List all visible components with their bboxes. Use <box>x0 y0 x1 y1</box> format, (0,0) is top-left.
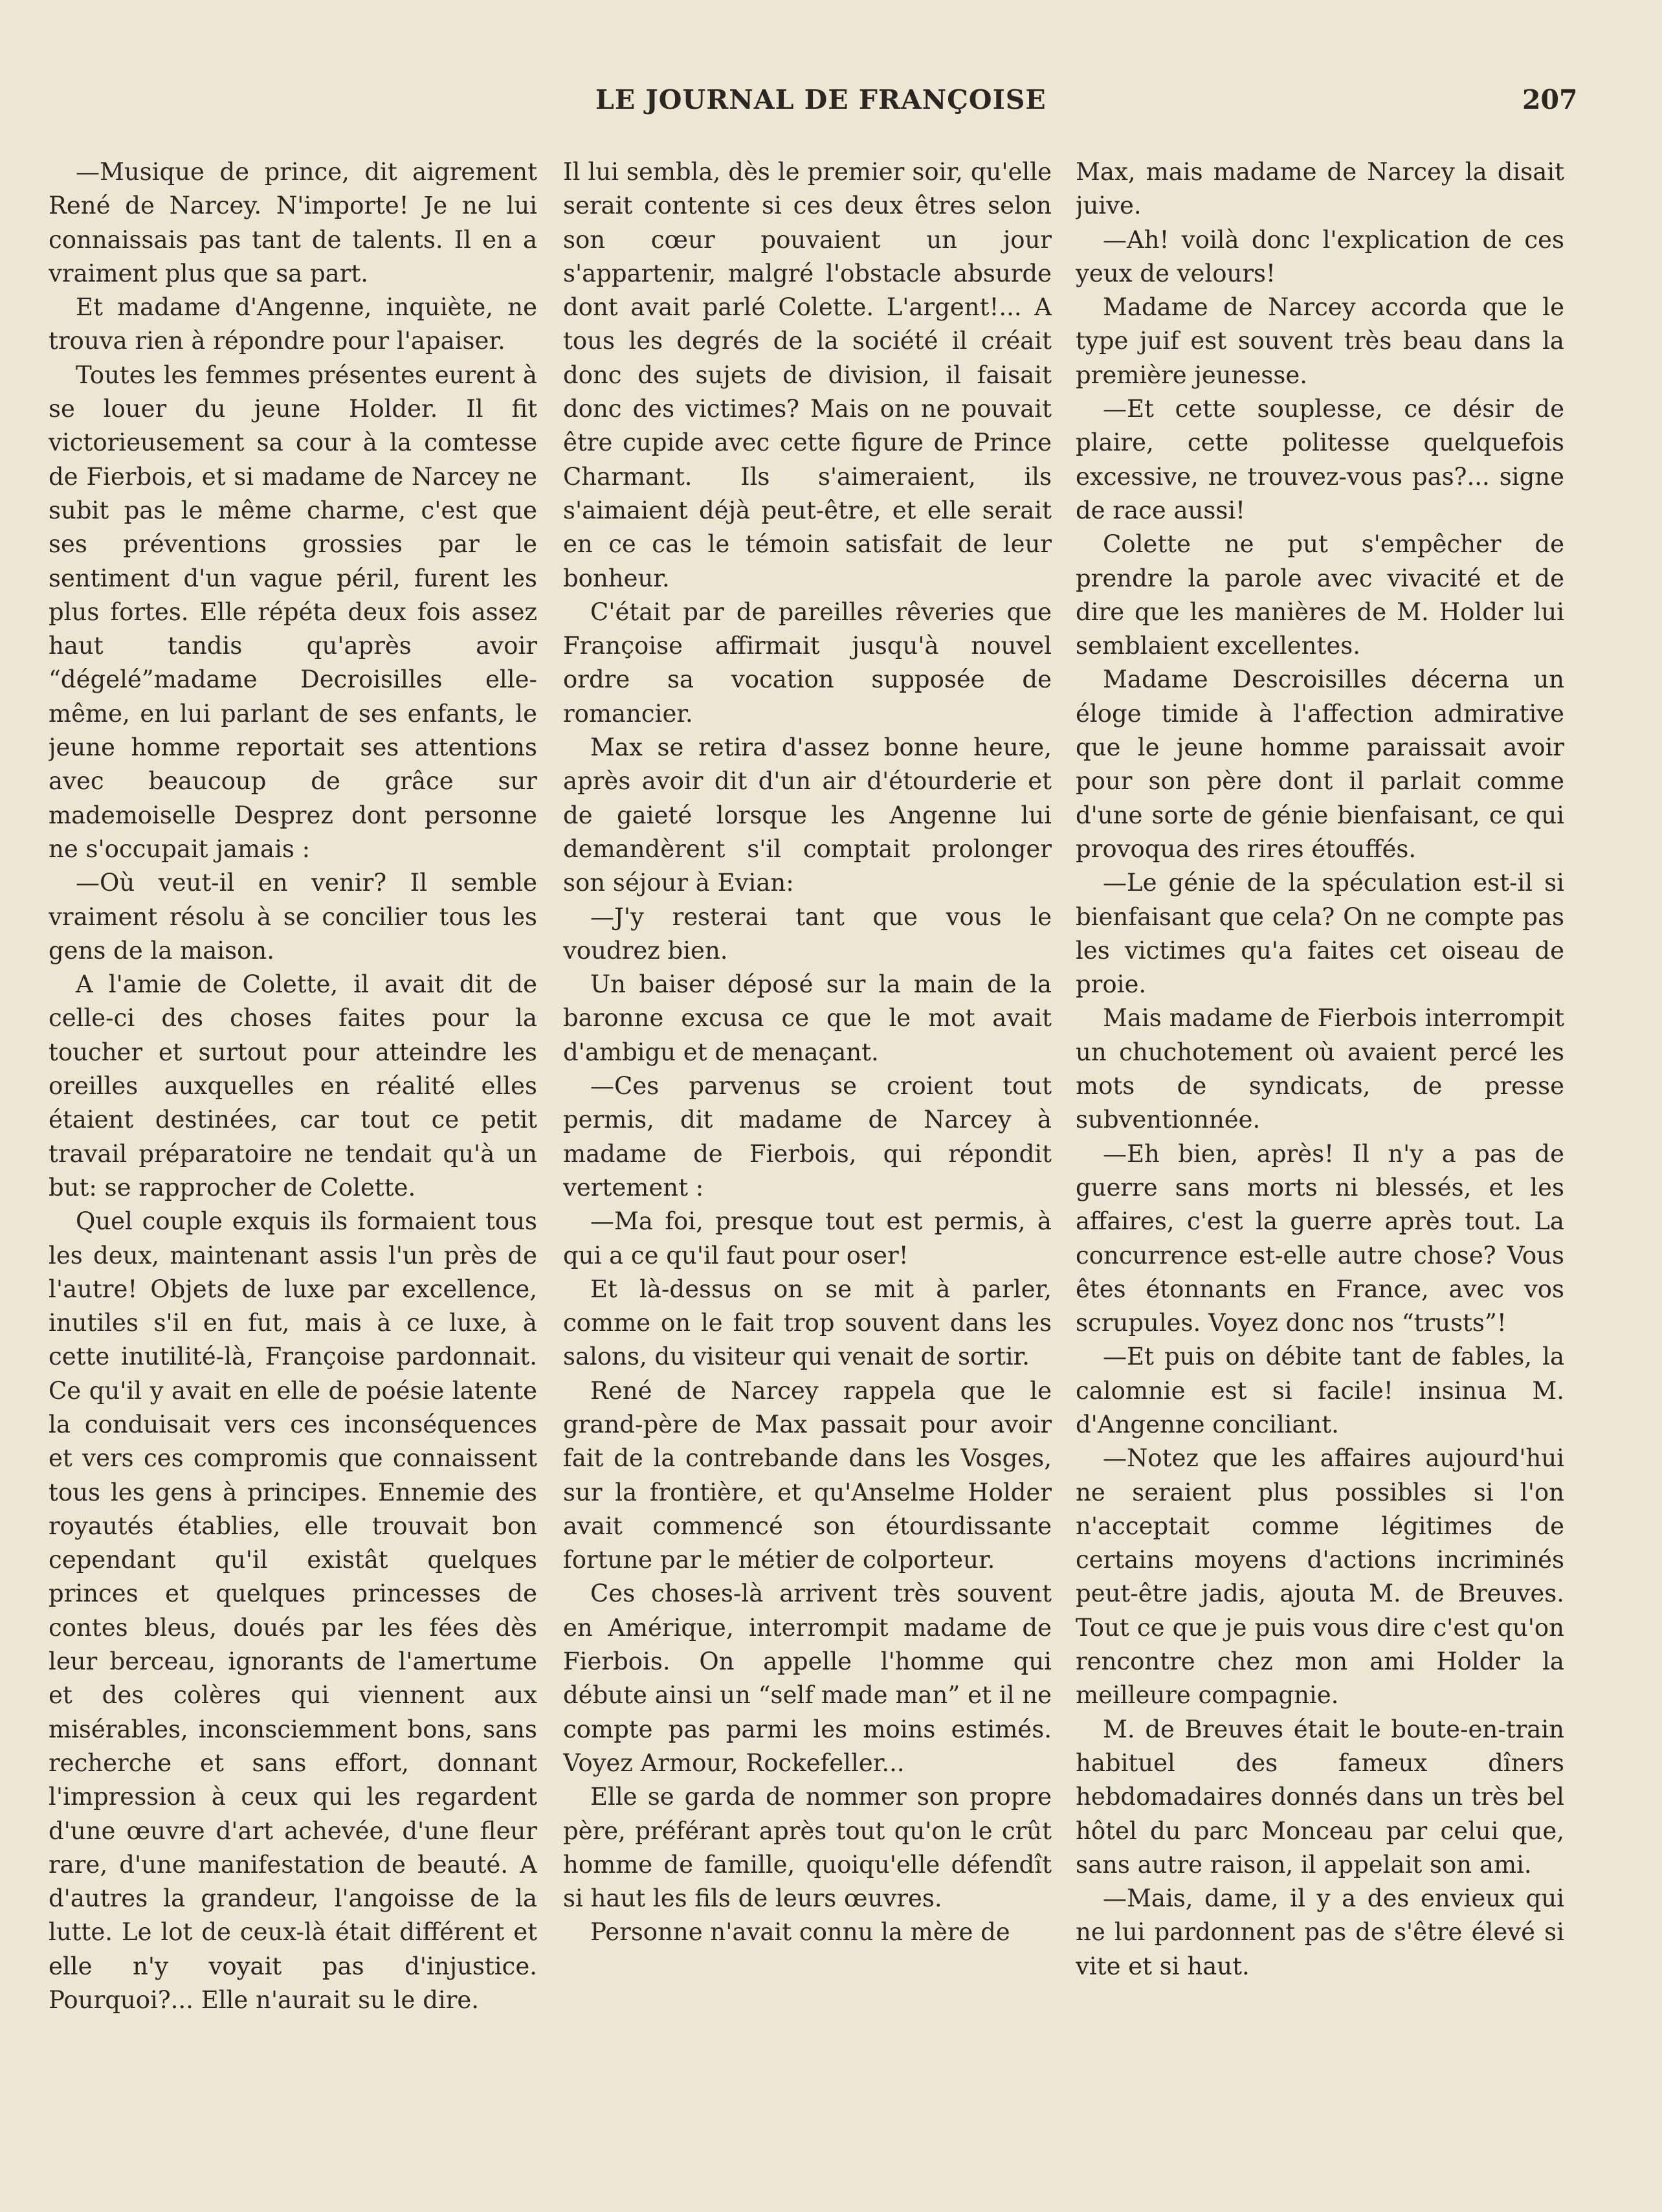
running-head <box>0 84 1662 123</box>
paragraph: Un baiser déposé sur la main de la baronne excusa ce que le mot avait d'ambigu et de menaçant. <box>563 970 1052 1066</box>
paragraph: C'était par de pareilles rêveries que Françoise affirmait jusqu'à nouvel ordre sa vocation supposée de romancier. <box>563 598 1052 728</box>
text-column-3 <box>1076 155 1564 2097</box>
page-number: 207 <box>1522 84 1578 115</box>
paragraph: —Ces parvenus se croient tout permis, dit madame de Narcey à madame de Fierbois, qui répondit vertement : <box>563 1072 1052 1201</box>
paragraph: —Et cette souplesse, ce désir de plaire, cette politesse quelquefois excessive, ne trouvez-vous pas?... signe de race aussi! <box>1076 395 1564 524</box>
paragraph: A l'amie de Colette, il avait dit de celle-ci des choses faites pour la toucher et surtout pour atteindre les oreilles auxquelles en réalité elles étaient destinées, car tout ce petit travail préparatoire ne tendait qu'à un but: se rapprocher de Colette. <box>49 970 537 1201</box>
paragraph: René de Narcey rappela que le grand-père de Max passait pour avoir fait de la contrebande dans les Vosges, sur la frontière, et qu'Anselme Holder avait commencé son étourdissante fortune par le métier de colporteur. <box>563 1376 1052 1574</box>
paragraph: Ces choses-là arrivent très souvent en Amérique, interrompit madame de Fierbois. On appelle l'homme qui débute ainsi un “self made man” et il ne compte pas parmi les moins estimés. Voyez Armour, Rockefeller... <box>563 1580 1052 1777</box>
paragraph: Mais madame de Fierbois interrompit un chuchotement où avaient percé les mots de syndicats, de presse subventionnée. <box>1076 1004 1564 1134</box>
journal-title: LE JOURNAL DE FRANÇOISE <box>595 84 1047 115</box>
paragraph: Et madame d'Angenne, inquiète, ne trouva rien à répondre pour l'apaiser. <box>49 293 537 355</box>
paragraph: Elle se garda de nommer son propre père, préférant après tout qu'on le crût homme de famille, quoiqu'elle défendît si haut les fils de leurs œuvres. <box>563 1783 1052 1913</box>
text-column-2 <box>563 155 1052 2097</box>
paragraph: —Notez que les affaires aujourd'hui ne seraient plus possibles si l'on n'acceptait comme légitimes de certains moyens d'actions incriminés peut-être jadis, ajouta M. de Breuves. Tout ce que je puis vous dire c'est qu'on rencontre chez mon ami Holder la meilleure compagnie. <box>1076 1444 1564 1710</box>
paragraph: Il lui sembla, dès le premier soir, qu'elle serait contente si ces deux êtres selon son cœur pouvaient un jour s'appartenir, malgré l'obstacle absurde dont avait parlé Colette. L'argent!... A tous les degrés de la société il créait donc des sujets de division, il faisait donc des victimes? Mais on ne pouvait être cupide avec cette figure de Prince Charmant. Ils s'aimeraient, ils s'aimaient déjà peut-être, et elle serait en ce cas le témoin satisfait de leur bonheur. <box>563 158 1052 592</box>
paragraph: M. de Breuves était le boute-en-train habituel des fameux dîners hebdomadaires donnés dans un très bel hôtel du parc Monceau par celui que, sans autre raison, il appelait son ami. <box>1076 1715 1564 1879</box>
paragraph: Et là-dessus on se mit à parler, comme on le fait trop souvent dans les salons, du visiteur qui venait de sortir. <box>563 1275 1052 1371</box>
paragraph: Colette ne put s'empêcher de prendre la parole avec vivacité et de dire que les manières de M. Holder lui semblaient excellentes. <box>1076 530 1564 660</box>
paragraph: —J'y resterai tant que vous le voudrez bien. <box>563 902 1052 965</box>
paragraph: —Ma foi, presque tout est permis, à qui a ce qu'il faut pour oser! <box>563 1207 1052 1269</box>
paragraph: —Ah! voilà donc l'explication de ces yeux de velours! <box>1076 225 1564 287</box>
paragraph: —Musique de prince, dit aigrement René de Narcey. N'importe! Je ne lui connaissais pas tant de talents. Il en a vraiment plus que sa part. <box>49 158 537 287</box>
paragraph: Quel couple exquis ils formaient tous les deux, maintenant assis l'un près de l'autre! Objets de luxe par excellence, inutiles s'il en fut, mais à ce luxe, à cette inutilité-là, Françoise pardonnait. Ce qu'il y avait en elle de poésie latente la conduisait vers ces inconséquences et vers ces compromis que connaissent tous les gens à principes. Ennemie des royautés établies, elle trouvait bon cependant qu'il existât quelques princes et quelques princesses de contes bleus, doués par les fées dès leur berceau, ignorants de l'amertume et des colères qui viennent aux misérables, inconsciemment bons, sans recherche et sans effort, donnant l'impression à ceux qui les regardent d'une œuvre d'art achevée, d'une fleur rare, d'une manifestation de beauté. A d'autres la grandeur, l'angoisse de la lutte. Le lot de ceux-là était différent et elle n'y voyait pas d'injustice. Pourquoi?... Elle n'aurait su le dire. <box>49 1207 537 2015</box>
paragraph: Personne n'avait connu la mère de <box>590 1918 1010 1947</box>
text-column-1 <box>49 155 537 2097</box>
paragraph: —Le génie de la spéculation est-il si bienfaisant que cela? On ne compte pas les victimes qu'a faites cet oiseau de proie. <box>1076 869 1564 999</box>
paragraph: Max se retira d'assez bonne heure, après avoir dit d'un air d'étourderie et de gaieté lorsque les Angenne lui demandèrent s'il comptait prolonger son séjour à Evian: <box>563 733 1052 897</box>
paragraph: —Où veut-il en venir? Il semble vraiment résolu à se concilier tous les gens de la maison. <box>49 869 537 965</box>
paragraph: Madame de Narcey accorda que le type juif est souvent très beau dans la première jeunesse. <box>1076 293 1564 389</box>
paragraph: Max, mais madame de Narcey la disait juive. <box>1076 158 1564 220</box>
paragraph: —Mais, dame, il y a des envieux qui ne lui pardonnent pas de s'être élevé si vite et si haut. <box>1076 1884 1564 1980</box>
paragraph: Toutes les femmes présentes eurent à se louer du jeune Holder. Il fit victorieusement sa cour à la comtesse de Fierbois, et si madame de Narcey ne subit pas le même charme, c'est que ses préventions grossies par le sentiment d'un vague péril, furent les plus fortes. Elle répéta deux fois assez haut tandis qu'après avoir “dégelé”madame Decroisilles elle-même, en lui parlant de ses enfants, le jeune homme reportait ses attentions avec beaucoup de grâce sur mademoiselle Desprez dont personne ne s'occupait jamais : <box>49 361 537 863</box>
paragraph: —Et puis on débite tant de fables, la calomnie est si facile! insinua M. d'Angenne conciliant. <box>1076 1343 1564 1438</box>
paragraph: —Eh bien, après! Il n'y a pas de guerre sans morts ni blessés, et les affaires, c'est la guerre après tout. La concurrence est-elle autre chose? Vous êtes étonnants en France, avec vos scrupules. Voyez donc nos “trusts”! <box>1076 1139 1564 1337</box>
paragraph: Madame Descroisilles décerna un éloge timide à l'affection admirative que le jeune homme paraissait avoir pour son père dont il parlait comme d'une sorte de génie bienfaisant, ce qui provoqua des rires étouffés. <box>1076 665 1564 863</box>
